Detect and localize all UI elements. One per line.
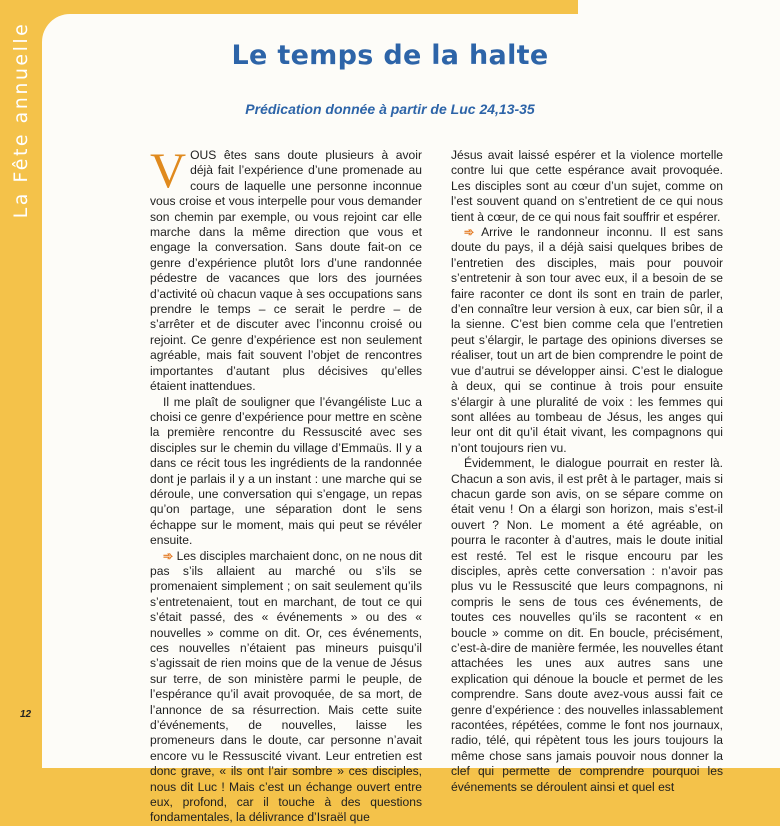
paragraph-2: Il me plaît de souligner que l’évangéliste Luc a choisi ce genre d’expérience pour mettre en scène la première rencontre du Ressuscité avec ses disciples sur le chemin du village d’Emmaüs. Il y a dans ce récit tous les ingrédients de la randonnée dont je parlais il y a un instant : une marche qui se déroule, une conversation qui s’engage, un repas qu’on partage, une séparation dont le sens échappe sur le moment, mais qui peut se révéler ensuite. xyxy=(150,394,422,548)
paragraph-4 xyxy=(451,225,723,456)
arrow-icon: ➾ xyxy=(464,225,475,240)
paragraph-1-text: OUS êtes sans doute plusieurs à avoir déjà fait l’expérience d’une promenade au cours de laquelle une personne inconnue vous croise et vous interpelle pour vous demander son chemin par exemple, ou vous rejoint car elle marche dans la même direction que vous et engage la conversation. Sans doute fait-on ce genre d’expérience plutôt lors d’une randonnée pédestre de vacances que lors des journées d’activité où chacun vaque à ses occupations sans prendre le temps – ce serait le perdre – de s’arrêter et de discuter avec l’inconnu croisé ou rejoint. Ce genre d’expérience est non seulement agréable, mais fait souvent l’objet de rencontres importantes d’autant plus décisives qu’elles étaient inattendues. xyxy=(150,148,422,394)
paragraph-3 xyxy=(150,549,422,826)
paragraph-4-text: Arrive le randonneur inconnu. Il est sans doute du pays, il a déjà saisi quelques bribes de l’entretien des disciples, mais pour pouvoir s’entretenir à son tour avec eux, il a besoin de se faire raconter ce dont ils sont en train de parler, d’en connaître leur version à eux, car bien sûr, il a la sienne. C’est bien comme cela que l’entretien peut s’élargir, le partage des opinions diverses se réaliser, tout un art de bien comprendre le point de vue d’autrui se développer ainsi. C’est le dialogue à deux, qui se continue à trois pour ensuite s’élargir à une pluralité de voix : les femmes qui sont allées au tombeau de Jésus, les anges qui leur ont dit qu’il était vivant, les compagnons qui n’ont toujours rien vu. xyxy=(451,225,723,455)
drop-cap: V xyxy=(150,142,187,198)
page-corner xyxy=(578,0,780,30)
paragraph-5: Évidemment, le dialogue pourrait en rester là. Chacun a son avis, il est prêt à le partager, mais si chacun garde son avis, on se sépare comme on était venu ! On a élargi son horizon, mais s’est-il ouvert ? Non. Le moment a été agréable, on pourra le raconter à d’autres, mais le doute initial est resté. Tel est le risque encouru par les disciples, après cette conversation : n’avoir pas plus vu le Ressuscité que leurs compagnons, ni compris le sens de tous ces événements, de toutes ces nouvelles qu’ils se racontent « en boucle » comme on dit. En boucle, précisément, c’est-à-dire de manière fermée, les nouvelles étant attachées les unes aux autres sans une explication qui dénoue la boucle et permet de les comprendre. Sans doute avez-vous aussi fait ce genre d’expérience : des nouvelles inlassablement racontées, répétées, comme le font nos journaux, radio, télé, qui répètent tous les jours toujours la même chose sans jamais pouvoir nous donner la clef qui permette de comprendre pourquoi les événements se déroulent ainsi et quel est xyxy=(451,456,723,794)
arrow-icon: ➾ xyxy=(163,548,174,563)
page-number: 12 xyxy=(20,709,32,720)
text-column-right xyxy=(451,148,723,795)
page-title: Le temps de la halte xyxy=(231,40,549,71)
paragraph-3-continued: Jésus avait laissé espérer et la violence mortelle contre lui que cette espérance avait provoquée. Les disciples sont au cœur d’un sujet, comme on l’est souvent quand on s’entretient de ce qui nous tient à cœur, de ce qui nous fait souffrir et espérer. xyxy=(451,148,723,224)
paragraph-3-text: Les disciples marchaient donc, on ne nous dit pas s’ils allaient au marché ou s’ils se promenaient simplement ; on sait seulement qu’ils s’entretenaient, tout en marchant, de tout ce qui s’était passé, des « événements » ou des « nouvelles » comme on dit. Or, ces événements, ces nouvelles n’étaient pas mineurs puisqu’il s’agissait de rien moins que de la venue de Jésus sur terre, de son ministère parmi le peuple, de l’espérance qu’il avait provoquée, de sa mort, de l’annonce de sa résurrection. Mais cette suite d’événements, de nouvelles, laisse les promeneurs dans le doute, car personne n’avait encore vu le Ressuscité vivant. Leur entretien est donc grave, « ils ont l’air sombre » ces disciples, nous dit Luc ! Mais c’est un échange ouvert entre eux, profond, car il touche à des questions fondamentales, la délivrance d’Israël que xyxy=(150,548,422,825)
text-column-left xyxy=(150,142,422,826)
top-band xyxy=(0,0,580,14)
section-label: La Fête annuelle xyxy=(10,21,32,219)
page-subtitle: Prédication donnée à partir de Luc 24,13-35 xyxy=(245,101,535,117)
paragraph-1 xyxy=(150,142,422,395)
